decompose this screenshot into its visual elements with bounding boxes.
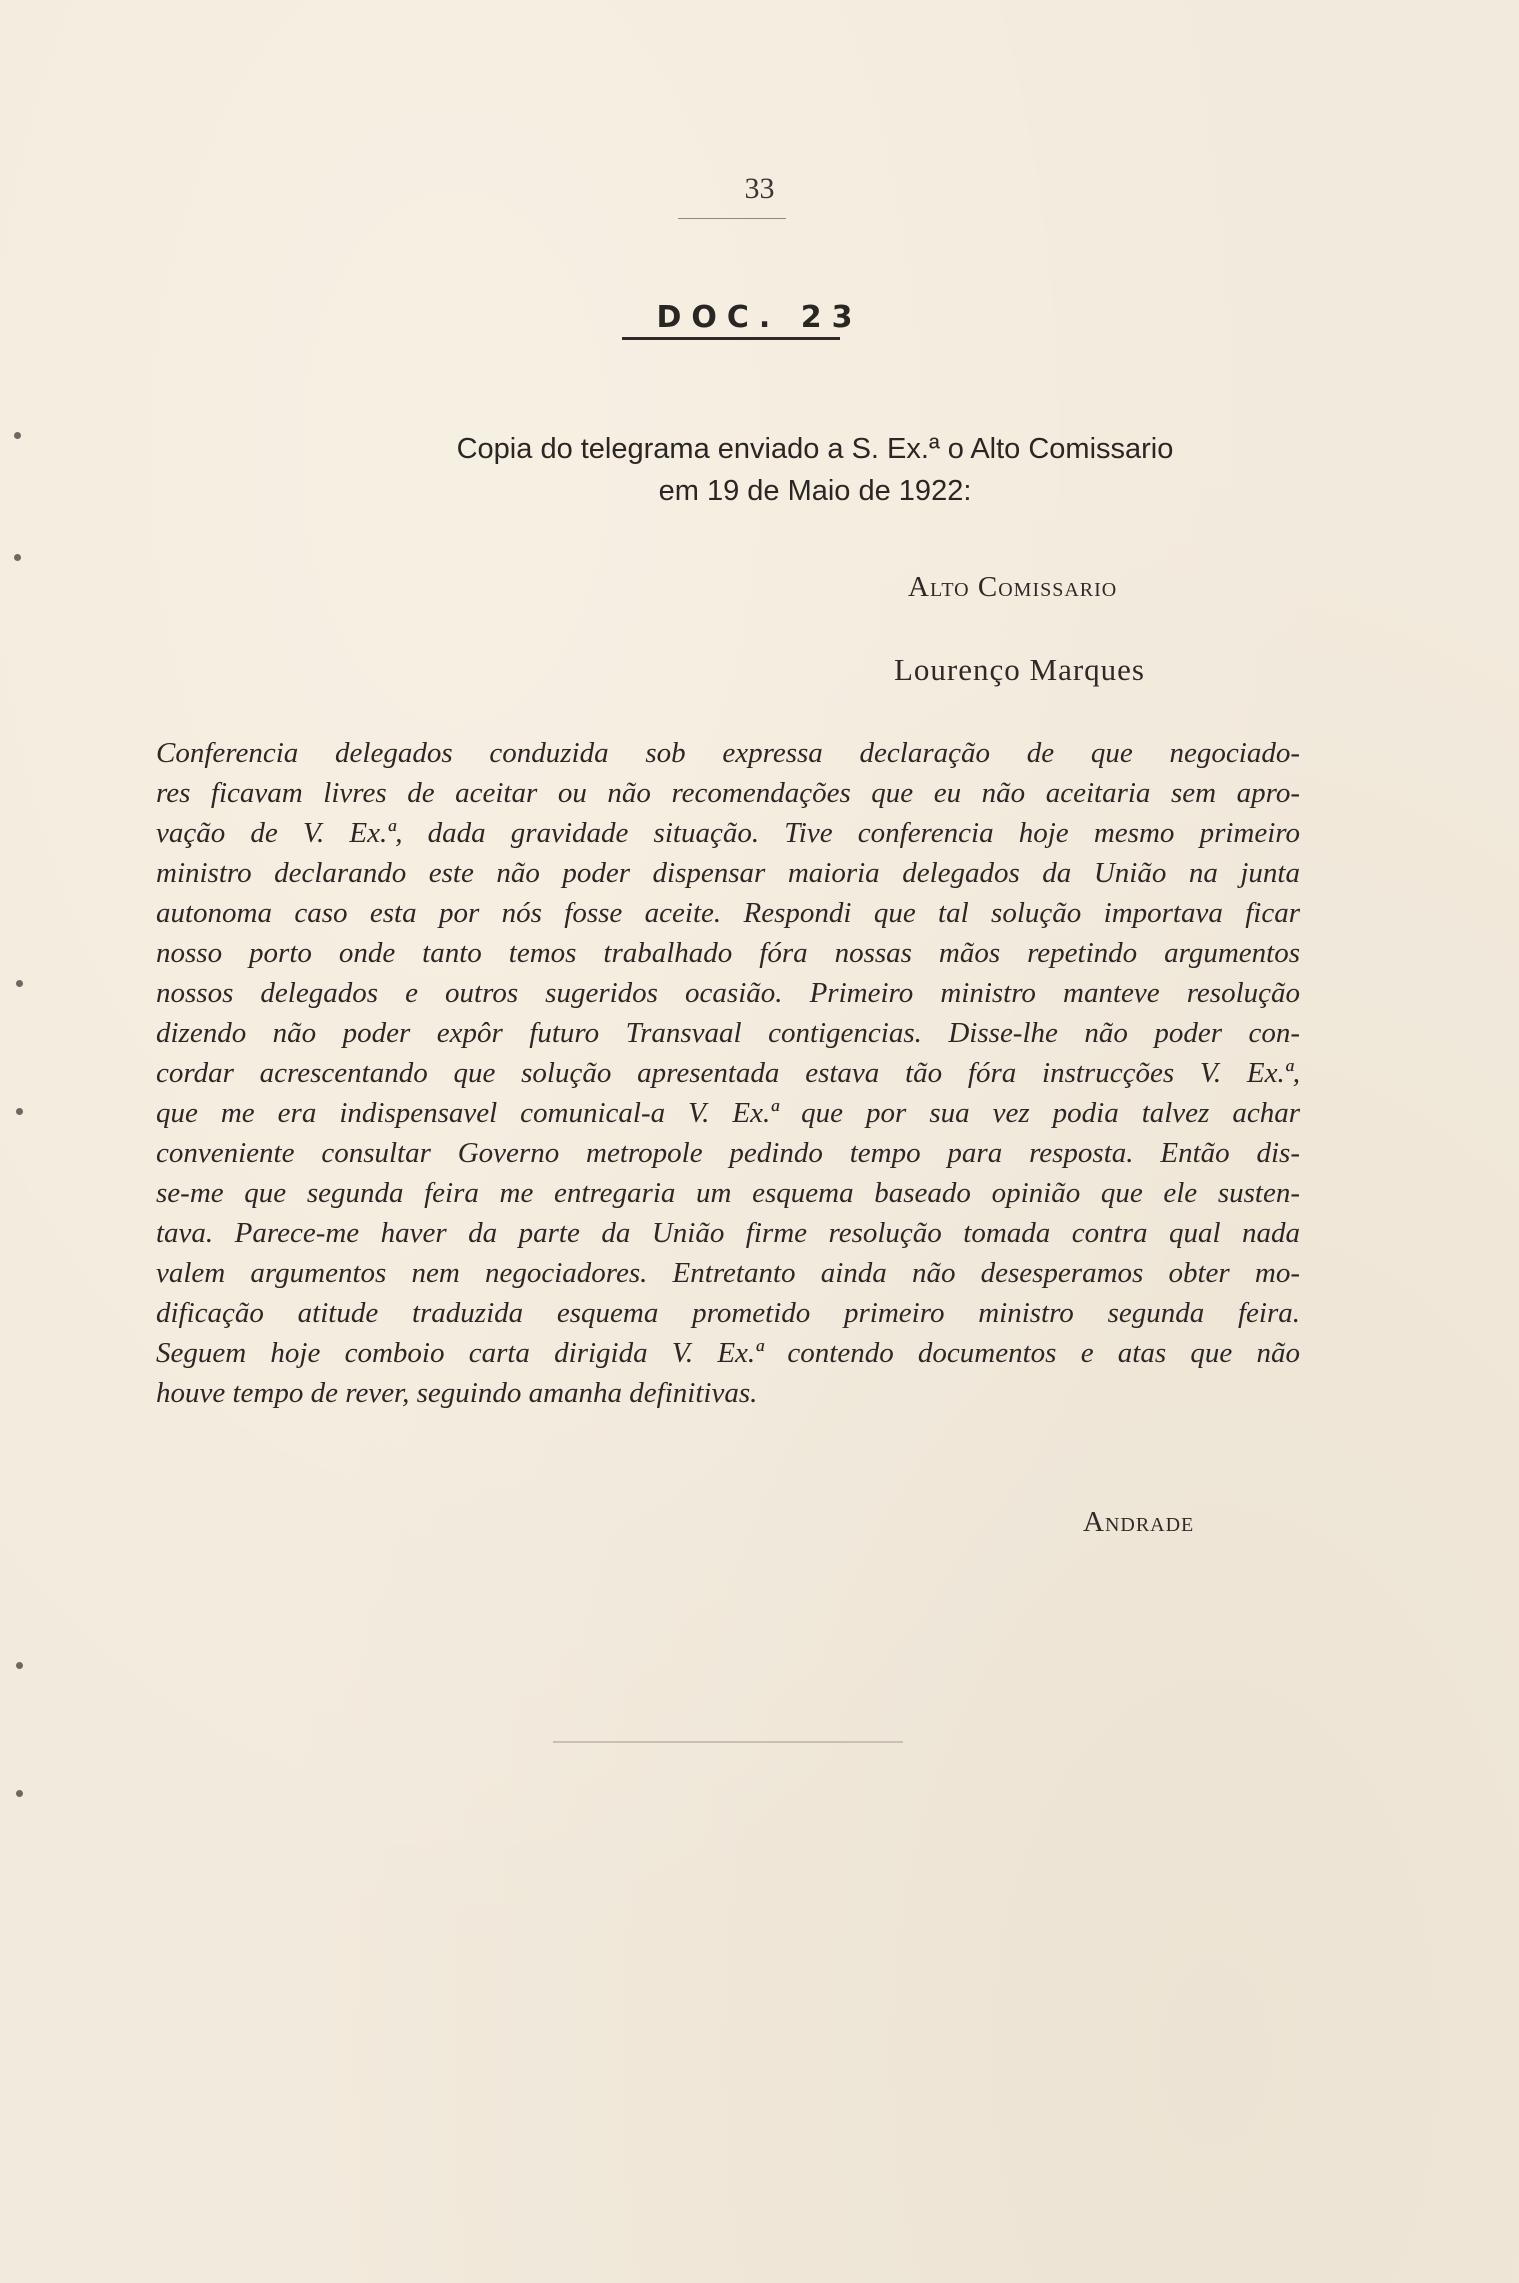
- telegram-line: se-me que segunda feira me entregaria um esquema baseado opinião que ele susten-: [156, 1177, 1300, 1209]
- telegram-line: autonoma caso esta por nós fosse aceite. Respondi que tal solução importava ficar: [156, 897, 1300, 929]
- paper-speck: [14, 554, 21, 561]
- recipient-title: Alto Comissario: [908, 571, 1118, 603]
- telegram-line: houve tempo de rever, seguindo amanha definitivas.: [156, 1377, 758, 1409]
- end-rule: [553, 1741, 903, 1743]
- telegram-line: Conferencia delegados conduzida sob expressa declaração de que negociado-: [156, 737, 1300, 769]
- paper-speck: [14, 432, 21, 439]
- page-number-rule: [678, 218, 786, 219]
- telegram-line: Seguem hoje comboio carta dirigida V. Ex.ª contendo documentos e atas que não: [156, 1337, 1300, 1369]
- intro-line: em 19 de Maio de 1922:: [658, 475, 972, 507]
- telegram-body: [156, 733, 1300, 1413]
- telegram-line: dizendo não poder expôr futuro Transvaal contigencias. Disse-lhe não poder con-: [156, 1017, 1300, 1049]
- paper-speck: [16, 1662, 23, 1669]
- signature: Andrade: [1083, 1506, 1195, 1538]
- paper-speck: [16, 980, 23, 987]
- document-heading: DOC. 23: [656, 300, 863, 335]
- telegram-line: vação de V. Ex.ª, dada gravidade situação. Tive conferencia hoje mesmo primeiro: [156, 817, 1300, 849]
- telegram-line: res ficavam livres de aceitar ou não recomendações que eu não aceitaria sem apro-: [156, 777, 1300, 809]
- intro-line: Copia do telegrama enviado a S. Ex.ª o Alto Comissario: [456, 433, 1174, 465]
- telegram-intro: [400, 428, 1230, 512]
- telegram-line: nossos delegados e outros sugeridos ocasião. Primeiro ministro manteve resolução: [156, 977, 1300, 1009]
- paper-speck: [16, 1790, 23, 1797]
- telegram-line: conveniente consultar Governo metropole pedindo tempo para resposta. Então dis-: [156, 1137, 1300, 1169]
- telegram-line: ministro declarando este não poder dispensar maioria delegados da União na junta: [156, 857, 1300, 889]
- heading-underline: [622, 337, 840, 340]
- telegram-line: valem argumentos nem negociadores. Entretanto ainda não desesperamos obter mo-: [156, 1257, 1300, 1289]
- page-number: 33: [744, 172, 775, 205]
- paper-speck: [16, 1108, 23, 1115]
- telegram-line: cordar acrescentando que solução apresentada estava tão fóra instrucções V. Ex.ª,: [156, 1057, 1300, 1089]
- telegram-line: nosso porto onde tanto temos trabalhado fóra nossas mãos repetindo argumentos: [156, 937, 1300, 969]
- telegram-line: tava. Parece-me haver da parte da União firme resolução tomada contra qual nada: [156, 1217, 1300, 1249]
- recipient-place: Lourenço Marques: [894, 652, 1145, 687]
- telegram-line: que me era indispensavel comunical-a V. Ex.ª que por sua vez podia talvez achar: [156, 1097, 1300, 1129]
- telegram-line: dificação atitude traduzida esquema prometido primeiro ministro segunda feira.: [156, 1297, 1300, 1329]
